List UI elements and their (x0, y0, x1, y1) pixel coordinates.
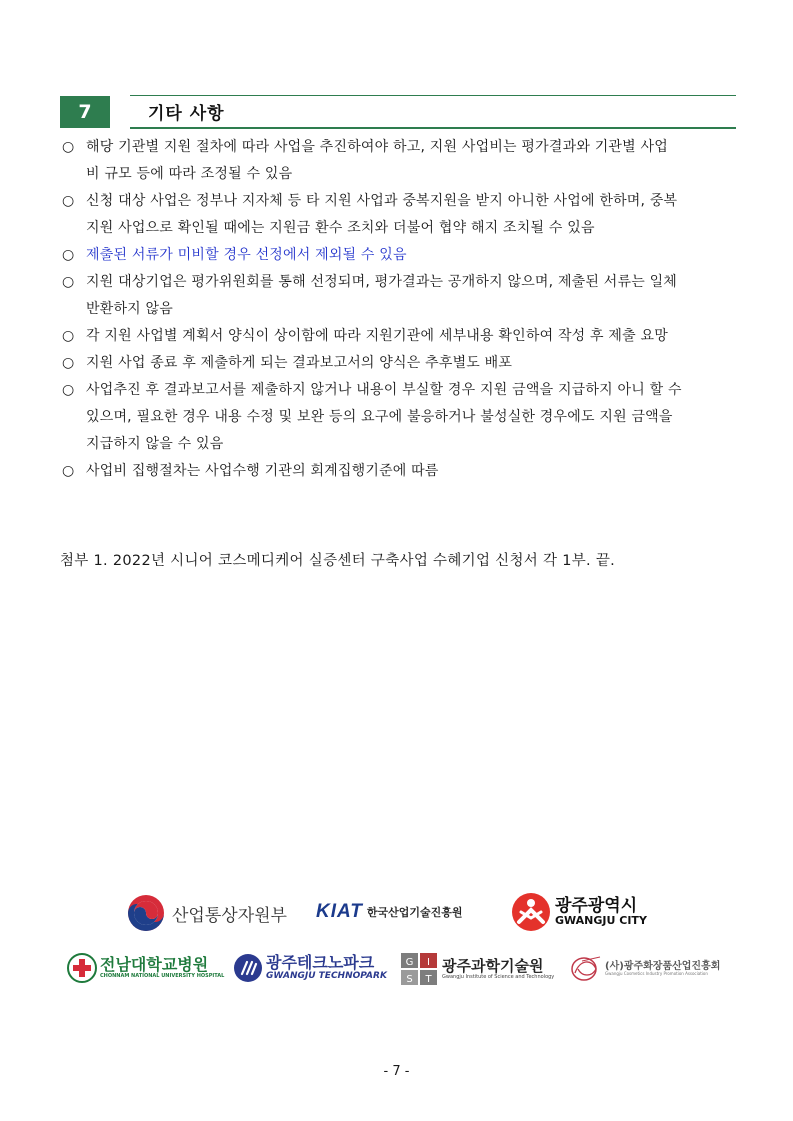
list-item (62, 188, 738, 242)
gcia-logo (570, 955, 720, 983)
item-text: 해당 기관별 지원 절차에 따라 사업을 추진하여야 하고, 지원 사업비는 평가결과와 기관별 사업 (86, 139, 668, 155)
list-item (62, 350, 738, 377)
item-text-highlighted: 제출된 서류가 미비할 경우 선정에서 제외될 수 있음 (86, 247, 407, 263)
header-top-rule (130, 95, 736, 96)
list-item (62, 242, 738, 269)
svg-text:I: I (427, 957, 430, 968)
header-bottom-rule (130, 127, 736, 129)
list-item (62, 323, 738, 350)
cosmetics-swirl-icon (570, 955, 602, 983)
circle-bullet: ○ (62, 274, 75, 290)
taegeuk-icon (126, 893, 166, 933)
item-text: 지원 사업 종료 후 제출하게 되는 결과보고서의 양식은 추후별도 배포 (86, 355, 513, 371)
item-text: 반환하지 않음 (86, 301, 173, 317)
item-text: 사업비 집행절차는 사업수행 기관의 회계집행기준에 따름 (86, 463, 439, 479)
kiat-mark: KIAT (316, 901, 363, 922)
item-text: 지원 사업으로 확인될 때에는 지원금 환수 조치와 더불어 협약 해지 조치될 수 있음 (86, 220, 595, 236)
circle-bullet: ○ (62, 139, 75, 155)
list-item (62, 377, 738, 458)
gwangju-symbol-icon (511, 892, 551, 932)
gwangju-city-logo (511, 892, 647, 932)
circle-bullet: ○ (62, 355, 75, 371)
cnuh-name-en: CHONNAM NATIONAL UNIVERSITY HOSPITAL (100, 972, 225, 979)
section-header (60, 95, 736, 129)
circle-bullet: ○ (62, 463, 75, 479)
item-text: 지급하지 않을 수 있음 (86, 436, 224, 452)
kiat-name: 한국산업기술진흥원 (366, 906, 463, 919)
gjtp-name-kr: 광주테크노파크 (266, 952, 375, 972)
circle-bullet: ○ (62, 193, 75, 209)
list-item (62, 269, 738, 323)
svg-text:S: S (406, 974, 413, 985)
item-text: 있으며, 필요한 경우 내용 수정 및 보완 등의 요구에 불응하거나 불성실한 경우에도 지원 금액을 (86, 409, 673, 425)
motie-name: 산업통상자원부 (172, 905, 287, 926)
item-text: 지원 대상기업은 평가위원회를 통해 선정되며, 평가결과는 공개하지 않으며, 제출된 서류는 일체 (86, 274, 678, 290)
item-text: 비 규모 등에 따라 조정될 수 있음 (86, 166, 293, 182)
gist-mark-icon (401, 953, 437, 985)
gjtp-name-en: GWANGJU TECHNOPARK (266, 970, 387, 981)
cnuh-logo (67, 953, 224, 983)
section-number: 7 (60, 96, 110, 128)
gwangju-name-en: GWANGJU CITY (555, 914, 647, 928)
gjtp-logo (233, 953, 387, 983)
page-number: - 7 - (383, 1064, 410, 1079)
item-text: 신청 대상 사업은 정부나 지자체 등 타 지원 사업과 중복지원을 받지 아니한 사업에 한하며, 중복 (86, 193, 678, 209)
kiat-logo (316, 901, 463, 923)
item-text: 사업추진 후 결과보고서를 제출하지 않거나 내용이 부실할 경우 지원 금액을 지급하지 아니 할 수 (86, 382, 682, 398)
gcia-name-kr: (사)광주화장품산업진흥회 (605, 961, 721, 973)
gist-name-kr: 광주과학기술원 (442, 957, 544, 975)
circle-bullet: ○ (62, 328, 75, 344)
svg-text:T: T (425, 974, 432, 985)
list-item (62, 134, 738, 188)
list-item (62, 458, 738, 485)
item-text: 각 지원 사업별 계획서 양식이 상이함에 따라 지원기관에 세부내용 확인하여 작성 후 제출 요망 (86, 328, 668, 344)
gist-logo (401, 953, 554, 985)
section-title: 기타 사항 (148, 104, 225, 124)
gist-name-en: Gwangju Institute of Science and Technology (442, 973, 555, 980)
cnuh-name-kr: 전남대학교병원 (100, 954, 209, 974)
circle-bullet: ○ (62, 382, 75, 398)
circle-bullet: ○ (62, 247, 75, 263)
attachment-note: 첨부 1. 2022년 시니어 코스메디케어 실증센터 구축사업 수혜기업 신청서 각 1부. 끝. (60, 553, 616, 569)
gwangju-name-kr: 광주광역시 (555, 895, 638, 916)
gcia-name-en: Gwangju Cosmetics Industry Promotion Association (605, 971, 708, 977)
svg-text:G: G (405, 957, 414, 968)
motie-logo (126, 893, 287, 933)
items-list (62, 134, 738, 485)
technopark-icon (233, 953, 263, 983)
hospital-cross-icon (67, 953, 97, 983)
